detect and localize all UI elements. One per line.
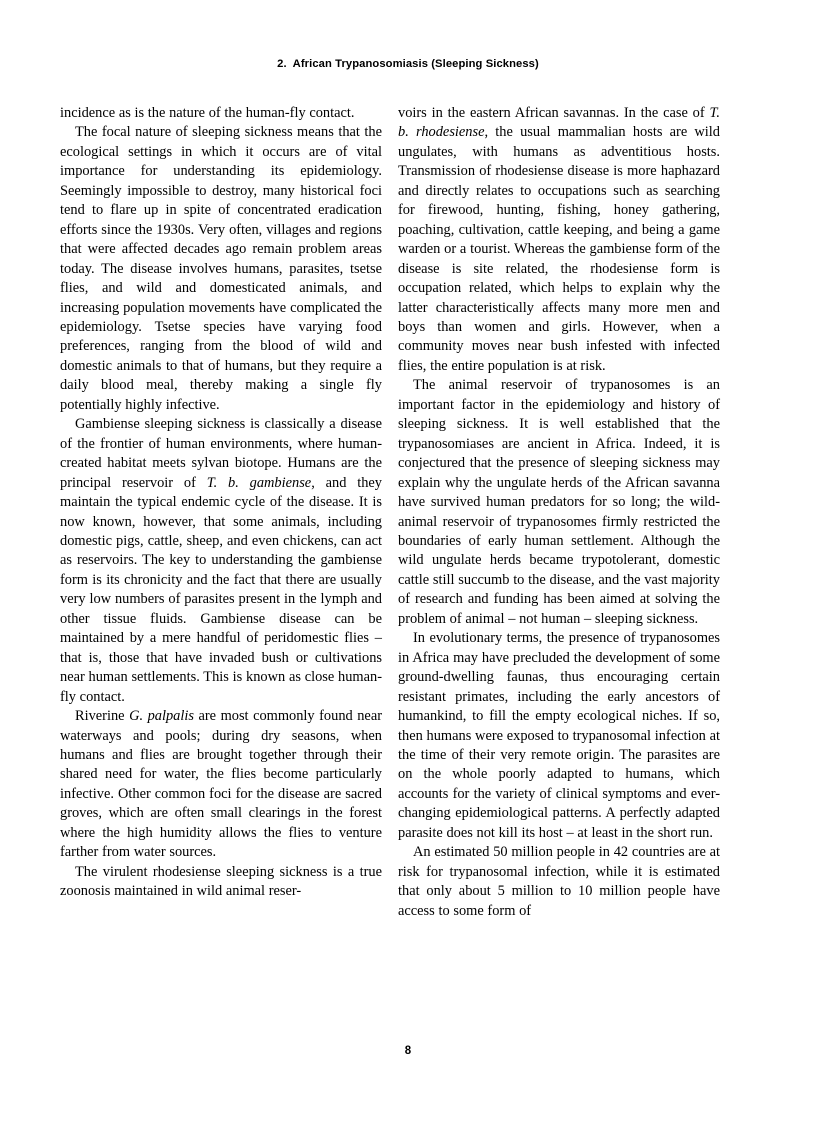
- running-head: 2. African Trypanosomiasis (Sleeping Sickness): [277, 58, 539, 70]
- page-number: 8: [404, 1045, 412, 1057]
- paragraph: In evolutionary terms, the presence of trypanosomes in Africa may have precluded the development of some ground-dwelling faunas, thus encouraging certain resistant primates, including the early ancestors of humankind, to fill the empty ecological niches. If so, then humans were exposed to trypanosomal infection at the time of their very remote origin. The parasites are on the whole poorly adapted to humans, which accounts for the variety of clinical symptoms and ever-changing epidemiological patterns. A perfectly adapted parasite does not kill its host – at least in the short run.: [398, 630, 720, 841]
- paragraph: [60, 707, 382, 863]
- paragraph: The animal reservoir of trypanosomes is an important factor in the epidemiology and history of sleeping sickness. It is well established that the trypanosomiases are ancient in Africa. Indeed, it is conjectured that the presence of sleeping sickness may explain why the ungulate herds of the African savanna have survived human predators for so long; the wild-animal reservoir of trypanosomes firmly restricted the boundaries of early human settlement. Although the wild ungulate herds became trypotolerant, domestic cattle still succumb to the disease, and the vast majority of research and funding has been aimed at solving the problem of animal – not human – sleeping sickness.: [398, 377, 720, 627]
- paragraph-text-segment: , the usual mammalian hosts are wild ungulates, with humans as adventitious hosts. Transmission of rhodesiense disease is more haphazard and directly relates to occupations such as searching for firewood, hunting, fishing, honey gathering, poaching, cultivation, cattle keeping, and being a game warden or a tourist. Whereas the gambiense form of the disease is site related, the rhodesiense form is occupation related, which helps to explain why the latter characteristically affects many more men and boys than women and girls. However, when a community moves near bush infested with infected flies, the entire population is at risk.: [398, 124, 720, 374]
- paragraph-text-segment: voirs in the eastern African savannas. In the case of: [398, 105, 710, 121]
- species-name-italic: T. b. rhodesiense: [398, 105, 720, 141]
- right-column: [398, 104, 720, 1006]
- paragraph-text-segment: , and they maintain the typical endemic cycle of the disease. It is now known, however, that some animals, including domestic pigs, cattle, sheep, and even chickens, can act as reservoirs. The key to understanding the gambiense form is its chronicity and the fact that there are usually very low numbers of parasites present in the lymph and other tissue fluids. Gambiense disease can be maintained by a mere handful of peridomestic flies – that is, those that have invaded bush or cultivations near human settlements. This is known as close human-fly contact.: [60, 474, 382, 705]
- paragraph: incidence as is the nature of the human-fly contact.: [60, 105, 355, 121]
- paragraph: [398, 104, 720, 376]
- species-name-italic: T. b. gambiense: [206, 474, 312, 491]
- paragraph: The virulent rhodesiense sleeping sickness is a true zoonosis maintained in wild animal reser-: [60, 863, 382, 900]
- paragraph: [60, 415, 382, 707]
- body-columns: [60, 104, 757, 1006]
- species-name-italic: G. palpalis: [129, 708, 194, 725]
- paragraph-text-segment: Gambiense sleeping sickness is classically a disease of the frontier of human environments, where human-created habitat meets sylvan biotope. Humans are the principal reservoir of: [60, 416, 382, 491]
- left-column: [60, 104, 382, 1006]
- paragraph-text-segment: are most commonly found near waterways and pools; during dry seasons, when humans and flies are brought together through their shared need for water, the flies become particularly infective. Other common foci for the disease are sacred groves, which are often small clearings in the forest where the high humidity allows the flies to venture farther from water sources.: [60, 708, 382, 861]
- paragraph: The focal nature of sleeping sickness means that the ecological settings in which it occurs are of vital importance for understanding its epidemiology. Seemingly impossible to destroy, many historical foci tend to flare up in spite of concentrated eradication efforts since the 1930s. Very often, villages and regions that were affected decades ago remain problem areas today. The disease involves humans, parasites, tsetse flies, and wild and domesticated animals, and increasing population movements have complicated the epidemiology. Tsetse species have varying food preferences, ranging from the blood of wild and domestic animals to that of humans, but they require a daily blood meal, thereby making a single fly potentially highly infective.: [60, 124, 382, 413]
- paragraph: An estimated 50 million people in 42 countries are at risk for trypanosomal infection, while it is estimated that only about 5 million to 10 million people have access to some form of: [398, 844, 720, 919]
- paragraph-text-segment: Riverine: [75, 708, 130, 725]
